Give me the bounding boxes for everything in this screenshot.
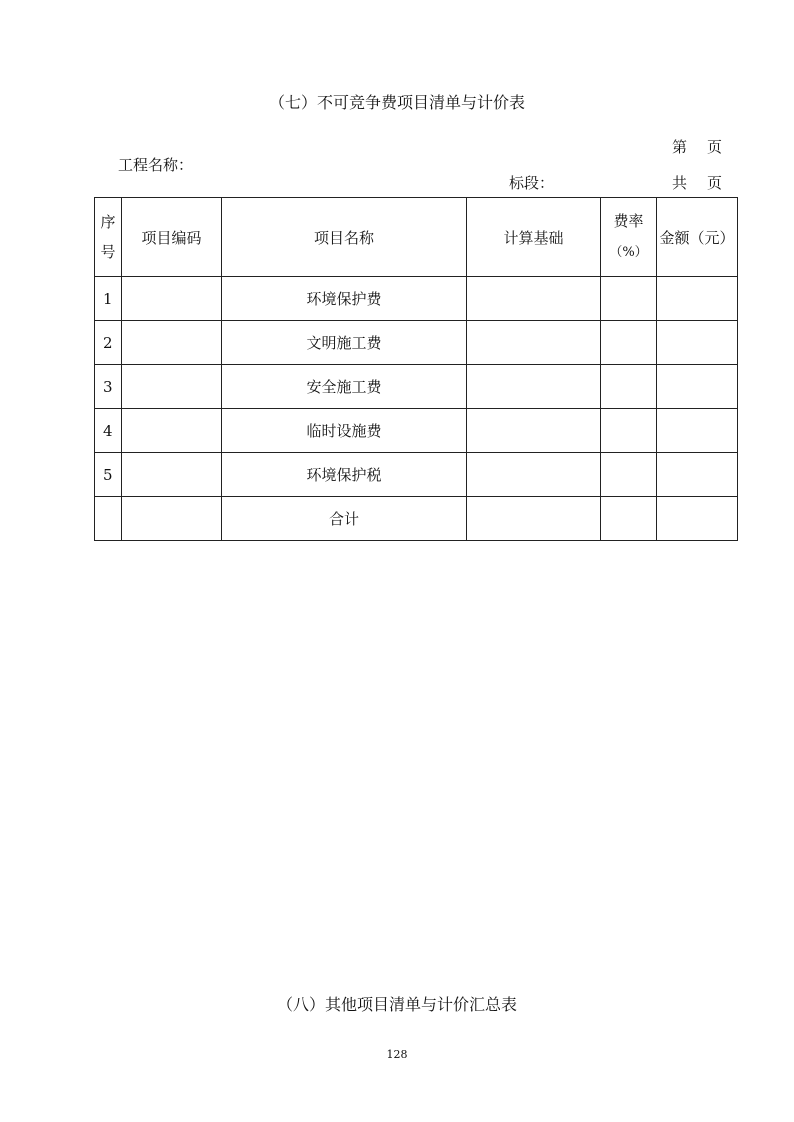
row-basis xyxy=(467,277,601,321)
row-rate xyxy=(601,453,657,497)
next-section-title: （八）其他项目清单与计价汇总表 xyxy=(276,995,517,1014)
page-current xyxy=(672,136,722,157)
row-seq: 3 xyxy=(95,365,122,409)
row-amount xyxy=(657,409,738,453)
row-rate xyxy=(601,365,657,409)
header-name: 项目名称 xyxy=(222,198,467,277)
row-rate xyxy=(601,497,657,541)
header-basis: 计算基础 xyxy=(467,198,601,277)
row-basis xyxy=(467,497,601,541)
page-total-prefix: 共 xyxy=(672,174,688,192)
page-current-prefix: 第 xyxy=(672,138,688,156)
row-basis xyxy=(467,409,601,453)
row-basis xyxy=(467,365,601,409)
row-basis xyxy=(467,321,601,365)
table-row xyxy=(95,453,738,497)
header-rate-line1: 费率 xyxy=(613,212,644,230)
row-name: 临时设施费 xyxy=(222,409,467,453)
section-label: 标段： xyxy=(509,174,555,192)
row-code xyxy=(122,277,222,321)
row-amount xyxy=(657,277,738,321)
page-total-suffix: 页 xyxy=(707,174,723,192)
row-code xyxy=(122,453,222,497)
row-code xyxy=(122,497,222,541)
header-seq-line1: 序 xyxy=(100,213,116,231)
header-rate xyxy=(601,198,657,277)
row-amount xyxy=(657,365,738,409)
row-code xyxy=(122,409,222,453)
row-rate xyxy=(601,277,657,321)
header-amount: 金额（元） xyxy=(657,198,738,277)
table-total-row xyxy=(95,497,738,541)
table-row xyxy=(95,365,738,409)
row-rate xyxy=(601,409,657,453)
row-amount xyxy=(657,321,738,365)
table-header-row xyxy=(95,198,738,277)
row-name: 文明施工费 xyxy=(222,321,467,365)
row-code xyxy=(122,321,222,365)
row-basis xyxy=(467,453,601,497)
header-seq xyxy=(95,198,122,277)
table-row xyxy=(95,409,738,453)
page-current-suffix: 页 xyxy=(707,138,723,156)
table-row xyxy=(95,277,738,321)
page-number: 128 xyxy=(386,1048,408,1061)
fee-table xyxy=(94,197,738,541)
row-seq xyxy=(95,497,122,541)
page-total xyxy=(672,172,722,193)
row-name: 环境保护税 xyxy=(222,453,467,497)
project-name-label: 工程名称： xyxy=(118,156,194,174)
row-rate xyxy=(601,321,657,365)
row-name: 环境保护费 xyxy=(222,277,467,321)
row-seq: 4 xyxy=(95,409,122,453)
row-name: 合计 xyxy=(222,497,467,541)
row-seq: 2 xyxy=(95,321,122,365)
header-seq-line2: 号 xyxy=(100,243,116,261)
row-seq: 5 xyxy=(95,453,122,497)
row-name: 安全施工费 xyxy=(222,365,467,409)
table-row xyxy=(95,321,738,365)
header-rate-line2: （%） xyxy=(609,245,648,260)
section-title: （七）不可竞争费项目清单与计价表 xyxy=(268,93,525,112)
row-code xyxy=(122,365,222,409)
row-amount xyxy=(657,497,738,541)
row-amount xyxy=(657,453,738,497)
header-code: 项目编码 xyxy=(122,198,222,277)
row-seq: 1 xyxy=(95,277,122,321)
